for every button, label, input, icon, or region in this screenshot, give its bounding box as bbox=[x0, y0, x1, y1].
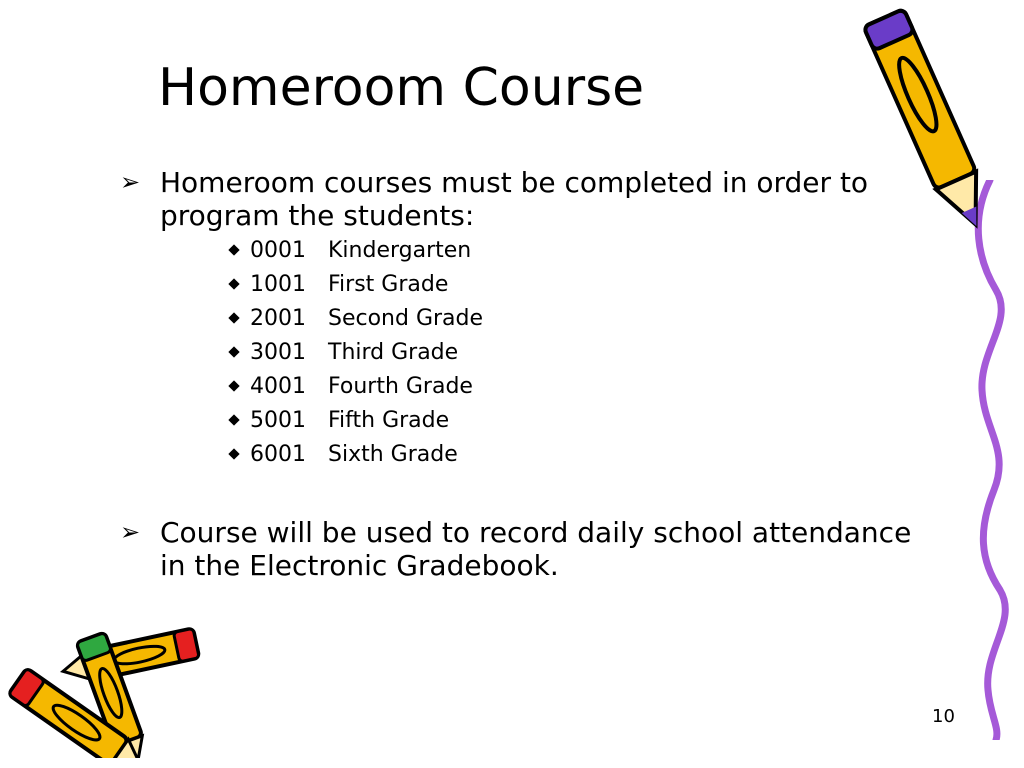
slide-title: Homeroom Course bbox=[158, 58, 645, 118]
grade-name: Kindergarten bbox=[328, 238, 472, 263]
list-item bbox=[226, 302, 920, 336]
diamond-bullet-icon bbox=[228, 448, 239, 459]
list-item bbox=[226, 268, 920, 302]
crossed-pencils-icon bbox=[0, 618, 210, 758]
grade-name: Fourth Grade bbox=[328, 374, 473, 399]
list-item bbox=[226, 438, 920, 472]
grade-name: Sixth Grade bbox=[328, 442, 458, 467]
diamond-bullet-icon bbox=[228, 380, 239, 391]
grade-list bbox=[226, 234, 920, 472]
diamond-bullet-icon bbox=[228, 346, 239, 357]
course-code: 4001 bbox=[250, 374, 306, 399]
course-code: 1001 bbox=[250, 272, 306, 297]
diamond-bullet-icon bbox=[228, 312, 239, 323]
diamond-bullet-icon bbox=[228, 278, 239, 289]
course-code: 2001 bbox=[250, 306, 306, 331]
diamond-bullet-icon bbox=[228, 244, 239, 255]
page-number: 10 bbox=[932, 706, 955, 727]
course-code: 3001 bbox=[250, 340, 306, 365]
course-code: 5001 bbox=[250, 408, 306, 433]
grade-name: Fifth Grade bbox=[328, 408, 450, 433]
grade-name: First Grade bbox=[328, 272, 449, 297]
bullet-text: Course will be used to record daily school attendance in the Electronic Gradebook. bbox=[160, 516, 912, 582]
bullet-text: Homeroom courses must be completed in order to program the students: bbox=[160, 166, 869, 232]
bullet-item bbox=[120, 166, 920, 232]
slide-content bbox=[120, 166, 920, 582]
arrow-bullet-icon: ➢ bbox=[120, 518, 141, 546]
list-item bbox=[226, 404, 920, 438]
diamond-bullet-icon bbox=[228, 414, 239, 425]
course-code: 6001 bbox=[250, 442, 306, 467]
wavy-line-decoration bbox=[960, 180, 1020, 740]
list-item bbox=[226, 336, 920, 370]
grade-name: Third Grade bbox=[328, 340, 459, 365]
list-item bbox=[226, 234, 920, 268]
bullet-item bbox=[120, 516, 920, 582]
list-item bbox=[226, 370, 920, 404]
course-code: 0001 bbox=[250, 238, 306, 263]
arrow-bullet-icon: ➢ bbox=[120, 168, 141, 196]
grade-name: Second Grade bbox=[328, 306, 484, 331]
